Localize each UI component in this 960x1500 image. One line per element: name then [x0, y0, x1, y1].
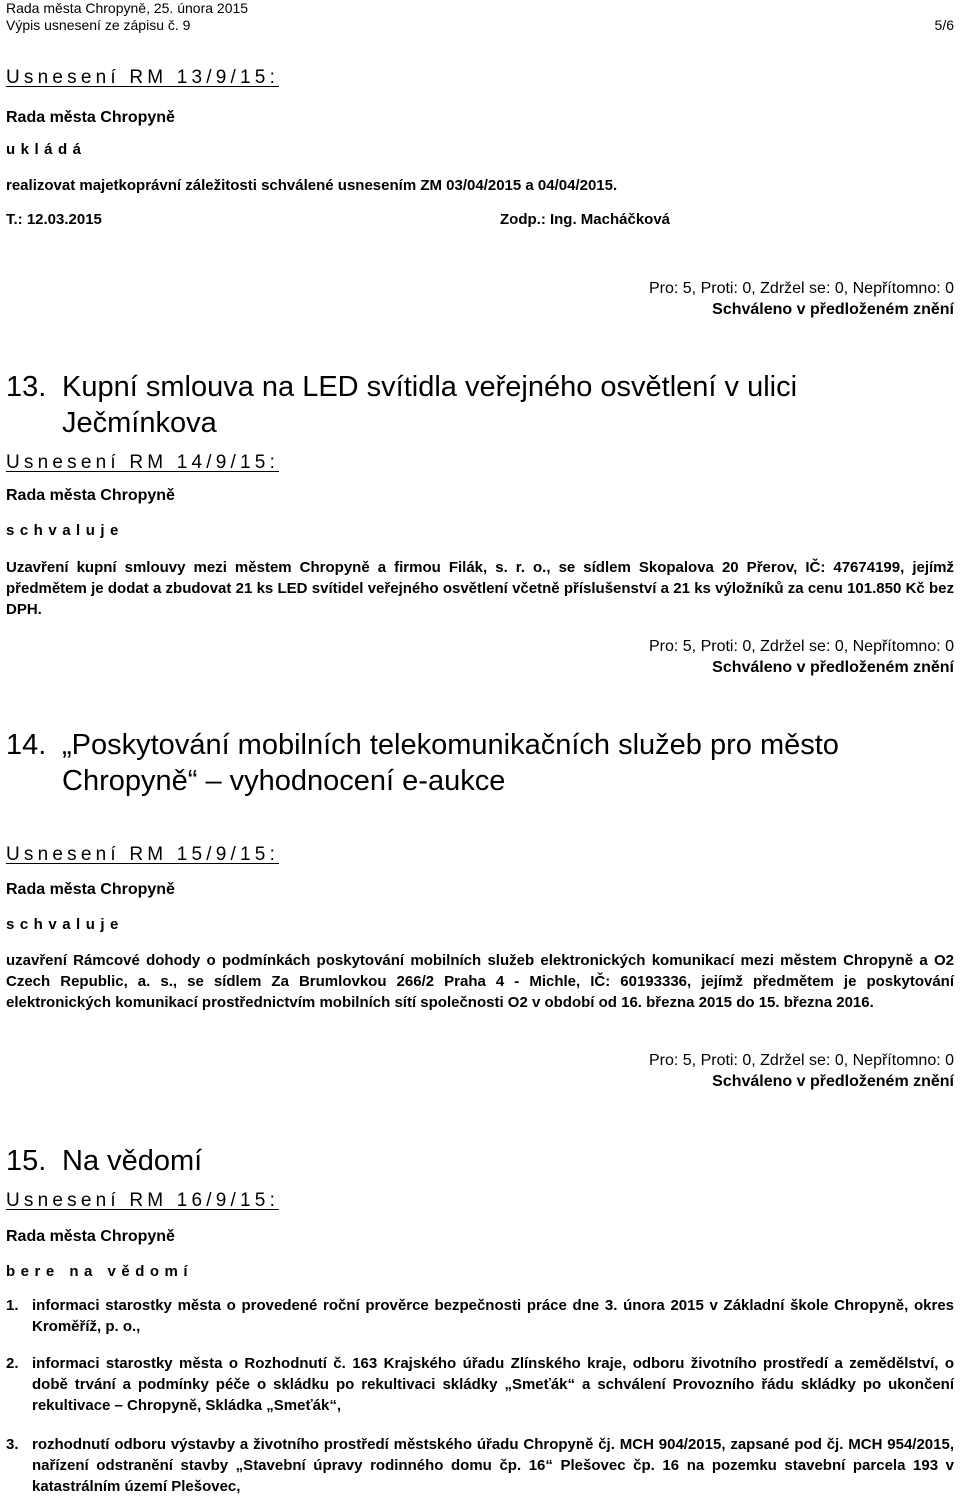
resolution-16-org: Rada města Chropyně [6, 1228, 175, 1245]
section-14-number: 14. [6, 729, 47, 761]
section-13-heading [6, 369, 954, 441]
list-item-number: 1. [6, 1297, 19, 1314]
resolution-14-verb: schvaluje [6, 522, 124, 539]
resolution-13-vote-block [649, 278, 954, 320]
resolution-15-approved: Schváleno v předloženém znění [712, 1073, 954, 1090]
resolution-15-vote: Pro: 5, Proti: 0, Zdržel se: 0, Nepřítomno: 0 [648, 1052, 954, 1069]
resolution-14-heading: Usnesení RM 14/9/15: [6, 452, 280, 473]
resolution-13-approved: Schváleno v předloženém znění [712, 301, 954, 318]
section-15-title: Na vědomí [62, 1145, 203, 1177]
list-item-number: 2. [6, 1355, 19, 1372]
list-item [6, 1353, 954, 1416]
resolution-15-verb: schvaluje [6, 916, 124, 933]
list-item-text: informaci starostky města o provedené roční prověrce bezpečnosti práce dne 3. února 2015 v Základní škole Chropyně, okres Kroměříž, p. o., [32, 1297, 954, 1335]
resolution-14-approved: Schváleno v předloženém znění [712, 659, 954, 676]
list-item-number: 3. [6, 1436, 19, 1453]
list-item-text: rozhodnutí odboru výstavby a životního prostředí městského úřadu Chropyně čj. MCH 904/2015, zapsané pod čj. MCH 954/2015, nařízení odstranění stavby „Stavební úpravy rodinného domu čp. 16“ Plešovec čp. 16 na pozemku stavební parcela 193 v katastrálním území Plešovec, [32, 1436, 954, 1495]
resolution-15-heading: Usnesení RM 15/9/15: [6, 844, 280, 865]
resolution-14-vote-block [649, 636, 954, 678]
resolution-15-text: uzavření Rámcové dohody o podmínkách poskytování mobilních služeb elektronických komunikací mezi městem Chropyně a O2 Czech Republic, a. s., se sídlem Za Brumlovkou 266/2 Praha 4 - Michle, IČ: 60193336, jejímž předmětem je poskytování elektronických komunikací prostřednictvím mobilních sítí společnosti O2 v období od 16. března 2015 do 15. března 2016. [6, 952, 954, 1011]
header-line-2: Výpis usnesení ze zápisu č. 9 [6, 17, 191, 33]
section-15-number: 15. [6, 1145, 47, 1177]
resolution-13-org: Rada města Chropyně [6, 109, 175, 126]
resolution-15-vote-block [649, 1050, 954, 1092]
resolution-14-org: Rada města Chropyně [6, 487, 175, 504]
resolution-13-vote: Pro: 5, Proti: 0, Zdržel se: 0, Nepřítomno: 0 [648, 280, 954, 297]
resolution-14-vote: Pro: 5, Proti: 0, Zdržel se: 0, Nepřítomno: 0 [648, 638, 954, 655]
section-13-number: 13. [6, 371, 47, 403]
list-item [6, 1434, 954, 1497]
section-14-heading [6, 727, 954, 799]
resolution-16-verb: bere na vědomí [6, 1263, 194, 1280]
header-left [6, 0, 954, 34]
list-item-text: informaci starostky města o Rozhodnutí č. 163 Krajského úřadu Zlínského kraje, odboru životního prostředí a zemědělství, o době trvání a podmínky péče o skládku po rekultivaci skládky „Smeťák“ a schválení Provozního řádu skládky po ukončení rekultivace – Chropyně, Skládka „Smeťák“, [32, 1355, 954, 1414]
resolution-13-text: realizovat majetkoprávní záležitosti schválené usnesením ZM 03/04/2015 a 04/04/2015. [6, 177, 618, 194]
resolution-13-deadline: T.: 12.03.2015 [6, 211, 102, 228]
page-header [6, 0, 954, 34]
section-13-title: Kupní smlouva na LED svítidla veřejného osvětlení v ulici Ječmínkova [62, 371, 798, 439]
resolution-13-responsible: Zodp.: Ing. Macháčková [500, 211, 671, 228]
list-item [6, 1295, 954, 1337]
resolution-13-heading: Usnesení RM 13/9/15: [6, 67, 280, 88]
page-number: 5/6 [934, 17, 954, 33]
resolution-15-org: Rada města Chropyně [6, 881, 175, 898]
resolution-14-text: Uzavření kupní smlouvy mezi městem Chropyně a firmou Filák, s. r. o., se sídlem Skopalova 20 Přerov, IČ: 47674199, jejímž předmětem je dodat a zbudovat 21 ks LED svítidel veřejného osvětlení včetně příslušenství a 21 ks výložníků za cenu 101.850 Kč bez DPH. [6, 559, 954, 618]
section-15-heading [6, 1143, 954, 1179]
section-14-title: „Poskytování mobilních telekomunikačních služeb pro město Chropyně“ – vyhodnocení e-aukce [62, 729, 839, 797]
resolution-13-verb: ukládá [6, 141, 87, 158]
resolution-16-heading: Usnesení RM 16/9/15: [6, 1190, 280, 1211]
header-line-1: Rada města Chropyně, 25. února 2015 [6, 0, 249, 16]
